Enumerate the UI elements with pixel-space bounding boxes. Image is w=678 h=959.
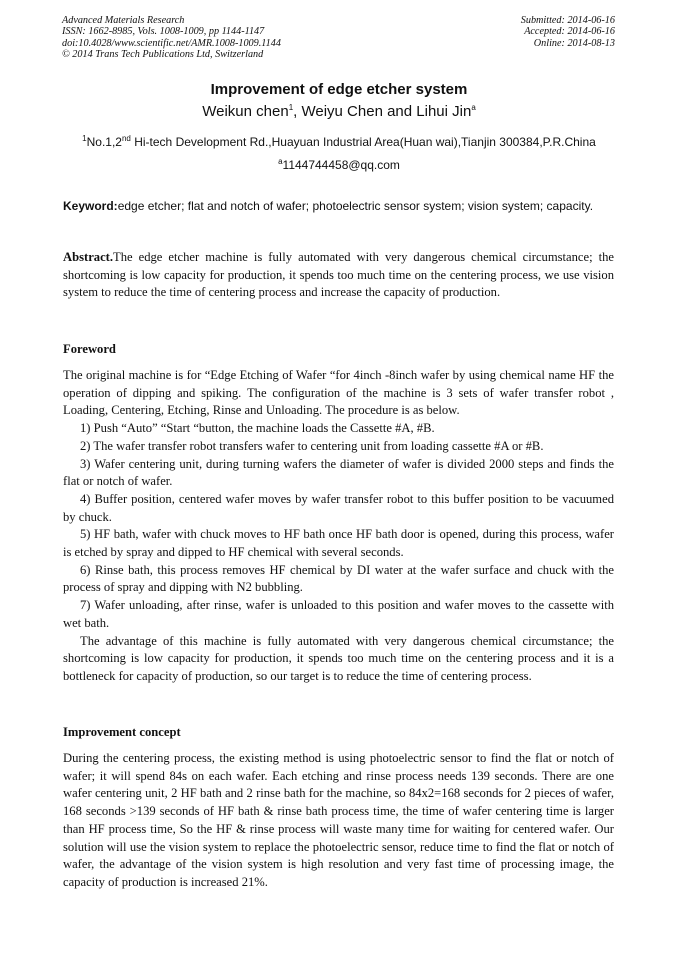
paper-title: Improvement of edge etcher system <box>210 81 468 98</box>
author-last-affil-mark: a <box>471 103 476 112</box>
email-mark: a <box>278 157 283 166</box>
author-first-affil-mark: 1 <box>288 103 294 112</box>
keyword-text: edge etcher; flat and notch of wafer; photoelectric sensor system; vision system; capacity. <box>117 199 594 213</box>
submitted-date: Submitted: 2014-06-16 <box>520 15 615 26</box>
affiliation-mark: 1 <box>82 134 87 143</box>
procedure-step: 3) Wafer centering unit, during turning wafers the diameter of wafer is divided 2000 steps and finds the flat or notch of wafer. <box>63 456 614 489</box>
abstract-label: Abstract. <box>63 250 114 264</box>
keywords <box>63 198 613 215</box>
author-list <box>0 103 678 120</box>
affiliation <box>0 135 678 149</box>
accepted-date: Accepted: 2014-06-16 <box>524 26 615 38</box>
foreword-heading: Foreword <box>63 342 116 356</box>
procedure-step: 1) Push “Auto” “Start “button, the machine loads the Cassette #A, #B. <box>80 421 435 436</box>
abstract-text: The edge etcher machine is fully automated with very dangerous chemical circumstance; the shortcoming is low capacity for production, it spends too much time on the centering process, we use vision system to reduce the time of centering process and increase the capacity of production. <box>63 250 614 300</box>
issn-line: ISSN: 1662-8985, Vols. 1008-1009, pp 1144-1147 <box>62 26 265 38</box>
copyright-line: © 2014 Trans Tech Publications Ltd, Switzerland <box>62 49 264 61</box>
author-first: Weikun chen <box>202 103 289 120</box>
foreword-intro: The original machine is for “Edge Etching of Wafer “for 4inch -8inch wafer by using chemical name HF the operation of dipping and spiking. The configuration of the machine is 3 sets of wafer transfer robot , Loading, Centering, Etching, Rinse and Unloading. The procedure is as below. <box>63 368 614 418</box>
keyword-label: Keyword: <box>63 199 118 213</box>
journal-header-right <box>521 15 615 49</box>
doi-line: doi:10.4028/www.scientific.net/AMR.1008-1009.1144 <box>62 37 281 49</box>
foreword-body <box>63 367 614 686</box>
procedure-step: 4) Buffer position, centered wafer moves by wafer transfer robot to this buffer position to be vacuumed by chuck. <box>63 491 614 524</box>
affiliation-address: Hi-tech Development Rd.,Huayuan Industrial Area(Huan wai),Tianjin 300384,P.R.China <box>130 135 596 149</box>
procedure-step: 5) HF bath, wafer with chuck moves to HF bath once HF bath door is opened, during this process, wafer is etched by spray and dipped to HF chemical with several seconds. <box>63 527 614 560</box>
affiliation-ordinal: nd <box>121 134 131 143</box>
affiliation-number: No.1,2 <box>86 135 122 149</box>
improvement-heading: Improvement concept <box>63 725 181 739</box>
procedure-step: 7) Wafer unloading, after rinse, wafer is unloaded to this position and wafer moves to the cassette with wet bath. <box>63 598 614 630</box>
improvement-body <box>63 750 614 892</box>
procedure-step: 2) The wafer transfer robot transfers wafer to centering unit from loading cassette #A or #B. <box>80 438 544 453</box>
foreword-closing: The advantage of this machine is fully automated with very dangerous chemical circumstance; the shortcoming is low capacity for production, it spends too much time on the centering process and it is a bottleneck for capacity of production, so our target is to reduce the time of centering process. <box>63 633 614 683</box>
abstract <box>63 249 614 302</box>
journal-header-left <box>62 15 281 61</box>
online-date: Online: 2014-08-13 <box>533 37 615 49</box>
improvement-text: During the centering process, the existing method is using photoelectric sensor to find the flat or notch of wafer; it will spend 84s on each wafer. Each etching and rinse process needs 139 seconds. There are one wafer centering unit, 2 HF bath and 2 rinse bath for the machine, so 84x2=168 seconds for 2 pieces of wafer, 168 seconds >139 seconds of HF bath & rinse bath process time, the time of wafer centering time is larger than HF process time, So the HF & rinse process will waste many time for waiting for centered wafer. Our solution will use the vision system to replace the photoelectric sensor, reduce time to find the flat or notch of wafer, the advantage of the vision system is high resolution and very fast time of processing image, the capacity of production is increased 21%. <box>63 751 614 889</box>
email-address: 1144744458@qq.com <box>282 158 400 172</box>
author-rest: , Weiyu Chen and Lihui Jin <box>293 103 472 120</box>
journal-name: Advanced Materials Research <box>62 15 185 26</box>
author-email <box>0 158 678 172</box>
procedure-step: 6) Rinse bath, this process removes HF chemical by DI water at the wafer surface and chuck with the process of spray and dipping with N2 bubbling. <box>63 562 614 595</box>
